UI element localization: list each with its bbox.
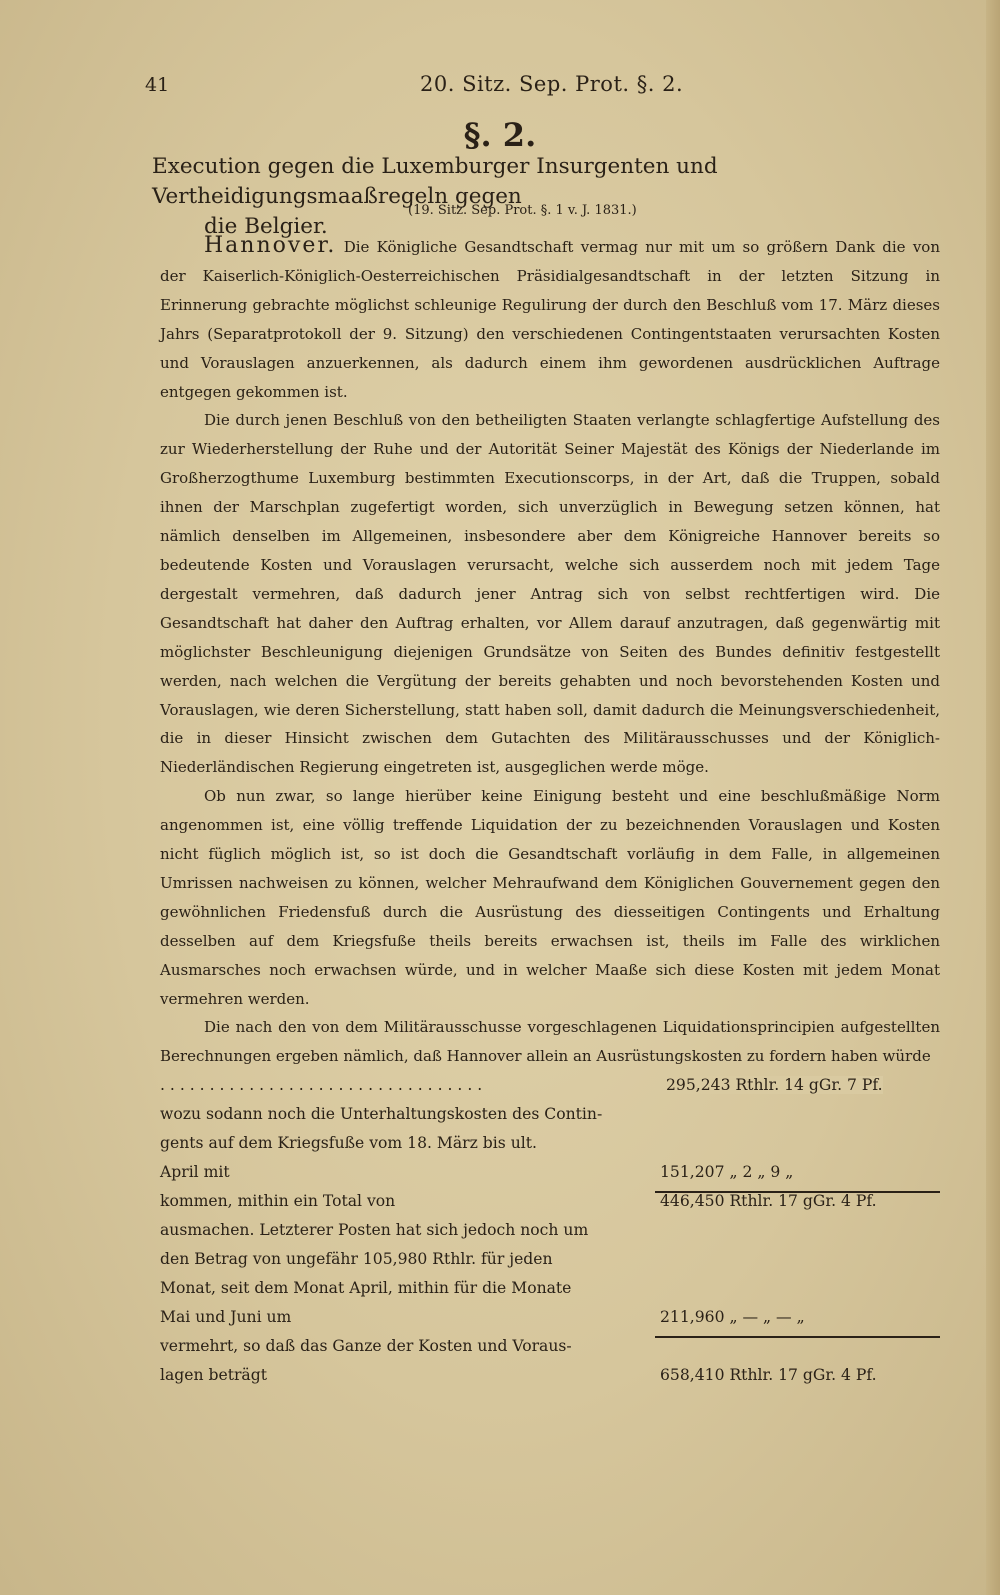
paragraph-3: Ob nun zwar, so lange hierüber keine Einigung besteht und eine beschlußmäßige Norm angenommen ist, eine völlig treffende Liquidation der zu bezeichnenden Vorauslagen und Kosten nicht füglich möglich ist, so ist doch die Gesandtschaft vorläufig in dem Falle, in allgemeinen Umrissen nachweisen zu können, welcher Mehraufwand dem Königlichen Gouvernement gegen den gewöhnlichen Friedensfuß durch die Ausrüstung des diesseitigen Contingents und Erhaltung desselben auf dem Kriegsfuße theils bereits erwachsen ist, theils im Falle des wirklichen Ausmarsches noch erwachsen würde, und in welcher Maaße sich diese Kosten mit jedem Monat vermehren werden. (160, 787, 940, 1008)
amount-mai-juni: 211,960 „ — „ — „ (660, 1308, 805, 1326)
account-row-11 (160, 1366, 940, 1394)
account-row-1 (160, 1076, 940, 1104)
account-text-7: den Betrag von ungefähr 105,980 Rthlr. für jeden (160, 1250, 553, 1268)
amount-ausruestung: 295,243 Rthlr. 14 gGr. 7 Pf. (660, 1076, 883, 1094)
section-title-line1: Execution gegen die Luxemburger Insurgenten und Vertheidigungsmaaßregeln gegen (152, 154, 718, 209)
label-april: April mit (160, 1163, 230, 1181)
account-row: . . . . . . . . . . . . . . . . . . . . . . . . . . . . . . . . . (160, 1076, 483, 1094)
amount-april: 151,207 „ 2 „ 9 „ (660, 1163, 794, 1181)
running-head: 20. Sitz. Sep. Prot. §. 2. (420, 72, 684, 96)
page-edge (986, 0, 1000, 1595)
amount-gesamt: 658,410 Rthlr. 17 gGr. 4 Pf. (660, 1366, 877, 1384)
account-row-4 (160, 1163, 940, 1191)
amount-total: 446,450 Rthlr. 17 gGr. 4 Pf. (660, 1192, 877, 1210)
paragraph-1 (160, 232, 940, 406)
account-text-10: vermehrt, so daß das Ganze der Kosten und Voraus- (160, 1337, 572, 1355)
account-row-9 (160, 1308, 940, 1336)
section-symbol: §. 2. (463, 116, 537, 154)
section-title-line2: die Belgier. (204, 214, 328, 239)
account-row-5 (160, 1192, 940, 1220)
paragraph-1-text: Die Königliche Gesandtschaft vermag nur mit um so größern Dank die von der Kaiserlich-Königlich-Oesterreichischen Präsidialgesandtschaft in der letzten Sitzung in Erinnerung gebrachte möglichst schleunige Regulirung der durch den Beschluß vom 17. März dieses Jahrs (Separatprotokoll der 9. Sitzung) den verschiedenen Contingentstaaten verursachten Kosten und Vorauslagen anzuerkennen, als dadurch einem ihm gewordenen ausdrücklichen Auftrage entgegen gekommen ist. (160, 238, 940, 401)
label-gesamt: lagen beträgt (160, 1366, 267, 1384)
paragraph-4: Die nach den von dem Militärausschusse vorgeschlagenen Liquidationsprincipien aufgestellten Berechnungen ergeben nämlich, daß Hannover allein an Ausrüstungskosten zu fordern haben würde (160, 1018, 940, 1066)
account-text-6: ausmachen. Letzterer Posten hat sich jedoch noch um (160, 1221, 589, 1239)
body-text (160, 232, 940, 1071)
label-mai-juni: Mai und Juni um (160, 1308, 292, 1326)
account-text-8: Monat, seit dem Monat April, mithin für die Monate (160, 1279, 572, 1297)
page-header (145, 66, 935, 100)
label-total: kommen, mithin ein Total von (160, 1192, 396, 1210)
account-text-2: wozu sodann noch die Unterhaltungskosten des Contin- (160, 1105, 603, 1123)
paragraph-2: Die durch jenen Beschluß von den betheiligten Staaten verlangte schlagfertige Aufstellung des zur Wiederherstellung der Ruhe und der Autorität Seiner Majestät des Königs der Niederlande im Großherzogthume Luxemburg bestimmten Executionscorps, in der Art, daß die Truppen, sobald ihnen der Marschplan zugefertigt worden, sich unverzüglich in Bewegung setzen können, hat nämlich denselben im Allgemeinen, insbesondere aber dem Königreiche Hannover bereits so bedeutende Kosten und Vorauslagen verursacht, welche sich ausserdem noch mit jedem Tage dergestalt vermehren, daß dadurch jener Antrag sich von selbst rechtfertigen wird. Die Gesandtschaft hat daher den Auftrag erhalten, vor Allem darauf anzutragen, daß gegenwärtig mit möglichster Beschleunigung diejenigen Grundsätze von Seiten des Bundes definitiv festgestellt werden, nach welchen die Vergütung der bereits gehabten und noch bevorstehenden Kosten und Vorauslagen, wie deren Sicherstellung, statt haben soll, damit dadurch die Meinungsverschiedenheit, die in dieser Hinsicht zwischen dem Gutachten des Militärausschusses und der Königlich-Niederländischen Regierung eingetreten ist, ausgeglichen werde möge. (160, 411, 940, 777)
page-number: 41 (145, 74, 170, 96)
account-text-3: gents auf dem Kriegsfuße vom 18. März bis ult. (160, 1134, 537, 1152)
section-reference: (19. Sitz. Sep. Prot. §. 1 v. J. 1831.) (408, 203, 637, 218)
section-title (152, 152, 942, 242)
speaker: Hannover. (204, 233, 337, 258)
